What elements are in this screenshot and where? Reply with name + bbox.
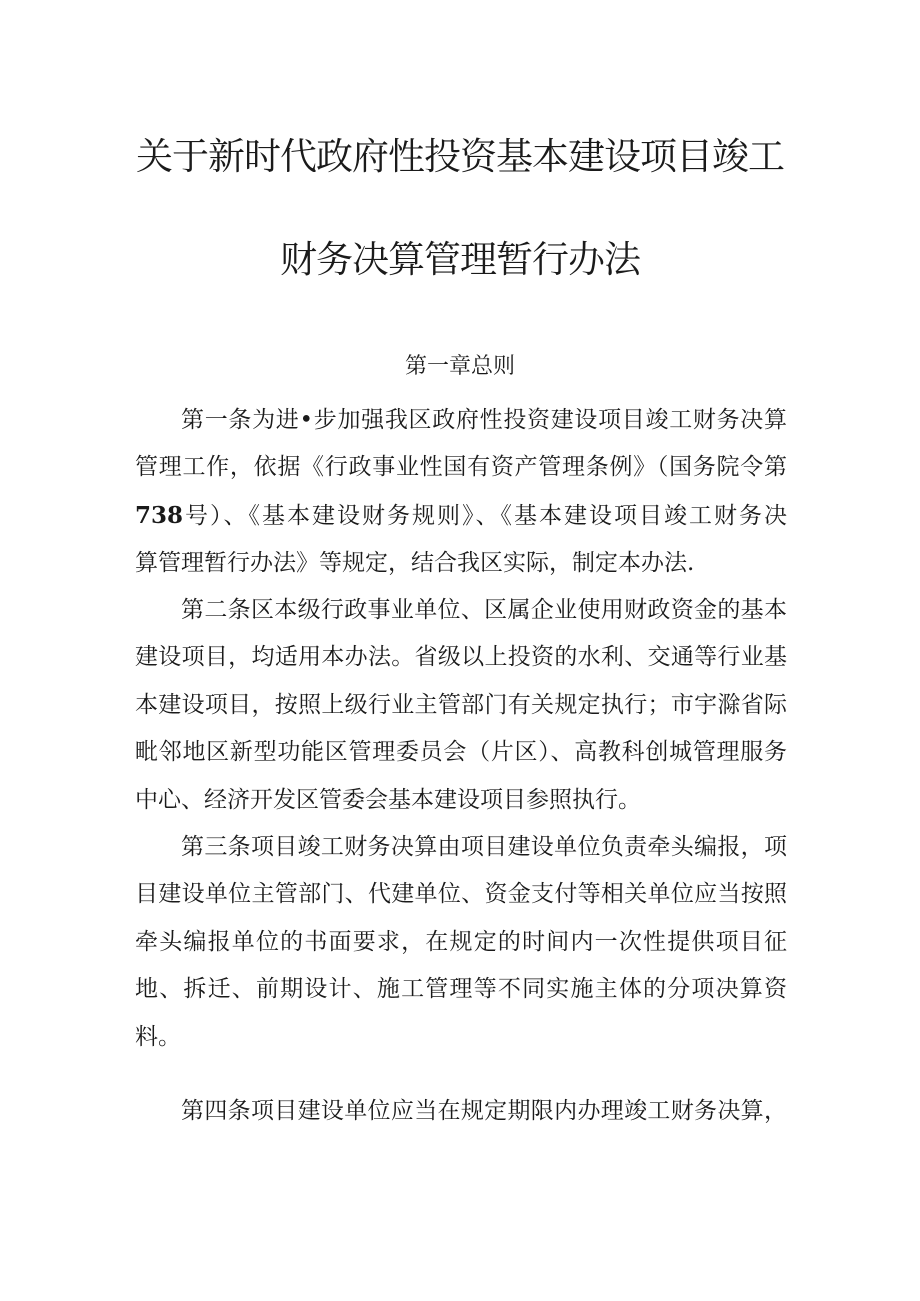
article-3-line-1: 第三条项目竣工财务决算由项目建设单位负责牵头编报，项 — [181, 834, 787, 860]
article-2-line-1: 第二条区本级行政事业单位、区属企业使用财政资金的基本 — [181, 597, 787, 623]
article-1-line-3-text: 号）、《基本建设财务规则》、《基本建设项目竣工财务决 — [183, 502, 787, 529]
article-4 — [135, 1088, 787, 1135]
article-2 — [135, 587, 787, 824]
article-2-line-4: 毗邻地区新型功能区管理委员会（片区）、高教科创城管理服务 — [135, 739, 787, 766]
article-3-line-3: 牵头编报单位的书面要求，在规定的时间内一次性提供项目征 — [135, 928, 787, 955]
document-title-line-1: 关于新时代政府性投资基本建设项目竣工 — [136, 135, 784, 178]
article-1 — [135, 397, 787, 588]
order-number: 738 — [135, 501, 184, 529]
article-2-line-3: 本建设项目，按照上级行业主管部门有关规定执行；市宇滁省际 — [135, 691, 787, 718]
article-3-line-5: 料。 — [135, 1023, 181, 1050]
article-2-line-2: 建设项目，均适用本办法。省级以上投资的水利、交通等行业基 — [135, 644, 787, 671]
article-3-line-2: 目建设单位主管部门、代建单位、资金支付等相关单位应当按照 — [135, 881, 787, 908]
article-1-line-1: 第一条为进•步加强我区政府性投资建设项目竣工财务决算 — [181, 407, 787, 433]
article-3 — [135, 824, 787, 1061]
chapter-heading: 第一章总则 — [404, 354, 515, 379]
article-1-line-4: 算管理暂行办法》等规定，结合我区实际，制定本办法. — [135, 550, 695, 577]
document-title-line-2: 财务决算管理暂行办法 — [280, 238, 640, 281]
article-1-line-3 — [135, 492, 787, 540]
article-2-line-5: 中心、经济开发区管委会基本建设项目参照执行。 — [135, 786, 641, 813]
article-3-line-4: 地、拆迁、前期设计、施工管理等不同实施主体的分项决算资 — [135, 976, 787, 1003]
article-1-line-2: 管理工作，依据《行政事业性国有资产管理条例》（国务院令第 — [135, 454, 787, 481]
article-4-line-1: 第四条项目建设单位应当在规定期限内办理竣工财务决算， — [181, 1098, 787, 1124]
